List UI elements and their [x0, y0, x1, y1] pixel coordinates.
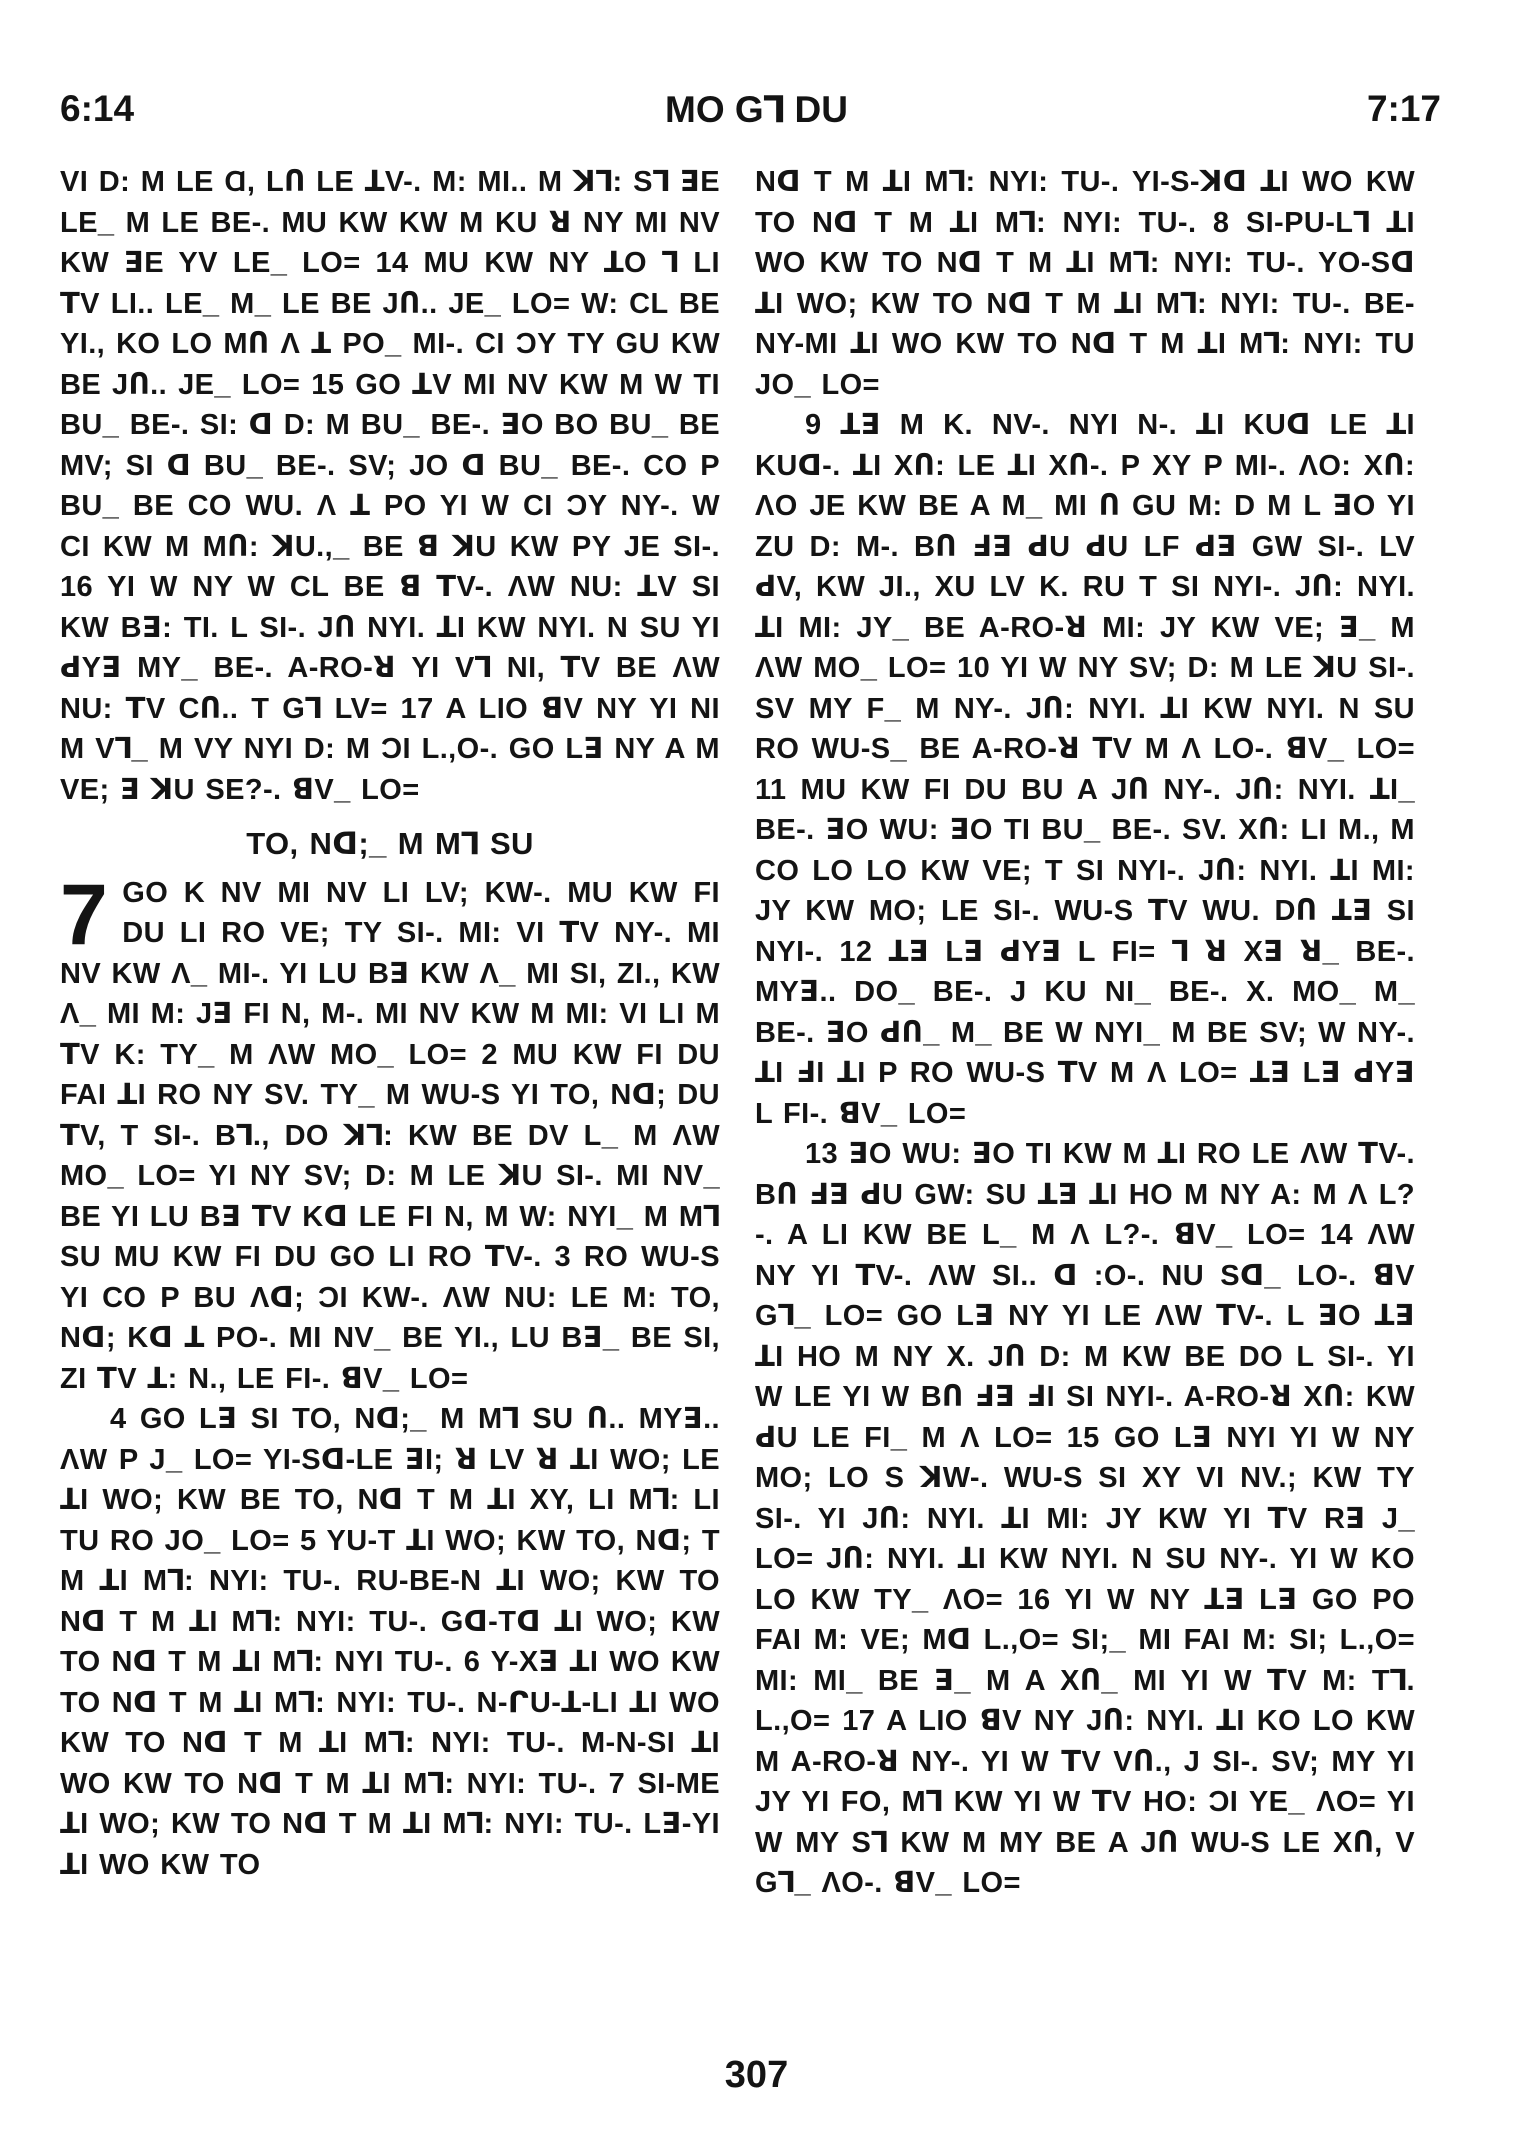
paragraph: VI D: M LE Ɑ, LՈ LE ꓕV-. M: MI.. M ꓘꓶ: Sꓶ ꓱE LE_ M LE BE-. MU KW KW M KU ꓤ NY MI NV KW ꓱE YV LE_ LO= 14 MU KW NY ꓕO ꓶ LI ꓔV LI.. LE_ M_ LE BE JՈ.. JE_ LO= W: CL BE YI., KO LO MՈ Λ ꓕ PO_ MI-. CI ƆY TY GU KW BE JՈ.. JE_ LO= 15 GO ꓕV MI NV KW M W TI BU_ BE-. SI: ꓷ D: M BU_ BE-. ꓱO BO BU_ BE MV; SI ꓷ BU_ BE-. SV; JO ꓷ BU_ BE-. CO P BU_ BE CO WU. Λ ꓕ PO YI W CI ƆY NY-. W CI KW M MՈ: ꓘU.,_ BE ꓭ ꓘU KW PY JE SI-. 16 YI W NY W CL BE ꓭ ꓔV-. ΛW NU: ꓕV SI KW Bꓱ: TI. L SI-. JՈ NYI. ꓕI KW NYI. N SU YI ꓒYꓱ MY_ BE-. A-RO-ꓤ YI Vꓶ NI, ꓔV BE ΛW NU: ꓔV CՈ.. T Gꓶ LV= 17 A LIO ꓭV NY YI NI M Vꓶ_ M VY NYI D: M ƆI L.,O-. GO Lꓱ NY A M VE; ꓱ ꓘU SE?-. ꓭV_ LO= — [60, 166, 720, 806]
paragraph: Nꓷ T M ꓕI Mꓶ: NYI: TU-. YI-S-ꓘꓷ ꓕI WO KW TO Nꓷ T M ꓕI Mꓶ: NYI: TU-. 8 SI-PU-Lꓶ ꓕI WO KW TO Nꓷ T M ꓕI Mꓶ: NYI: TU-. YO-Sꓷ ꓕI WO; KW TO Nꓷ T M ꓕI Mꓶ: NYI: TU-. BE-NY-MI ꓕI WO KW TO Nꓷ T M ꓕI Mꓶ: NYI: TU JO_ LO= — [755, 166, 1415, 401]
left-column — [60, 162, 720, 1885]
section-heading: TO, Nꓷ;_ M Mꓶ SU — [246, 826, 534, 861]
book-title: MO Gꓶ DU — [665, 89, 848, 130]
page-number: 307 — [724, 2054, 789, 2096]
paragraph: 13 ꓱO WU: ꓱO TI KW M ꓕI RO LE ΛW ꓔV-. BՈ ꓞꓱ ꓒU GW: SU ꓕꓱ ꓕI HO M NY A: M Λ L?-. A LI KW BE L_ M Λ L?-. ꓭV_ LO= 14 ΛW NY YI ꓔV-. ΛW SI.. ꓷ :O-. NU Sꓷ_ LO-. ꓭV Gꓶ_ LO= GO Lꓱ NY YI LE ΛW ꓔV-. L ꓱO ꓕꓱ ꓕI HO M NY X. JՈ D: M KW BE DO L SI-. YI W LE YI W BՈ ꓞꓱ ꓞI SI NYI-. A-RO-ꓤ XՈ: KW ꓒU LE FI_ M Λ LO= 15 GO Lꓱ NYI YI W NY MO; LO S ꓘW-. WU-S SI XY VI NV.; KW TY SI-. YI JՈ: NYI. ꓕI MI: JY KW YI ꓔV Rꓱ J_ LO= JՈ: NYI. ꓕI KW NYI. N SU NY-. YI W KO LO KW TY_ ΛO= 16 YI W NY ꓕꓱ Lꓱ GO PO FAI M: VE; Mꓷ L.,O= SI;_ MI FAI M: SI; L.,O= MI: MI_ BE ꓱ_ M A XՈ_ MI YI W ꓔV M: Tꓶ. L.,O= 17 A LIO ꓭV NY JՈ: NYI. ꓕI KO LO KW M A-RO-ꓤ NY-. YI W ꓔV VՈ., J SI-. SV; MY YI JY YI FO, Mꓶ KW YI W ꓔV HO: ƆI YE_ ΛO= YI W MY Sꓶ KW M MY BE A JՈ WU-S LE XՈ, V Gꓶ_ ΛO-. ꓭV_ LO= — [755, 1138, 1415, 1899]
paragraph-text: GO K NV MI NV LI LV; KW-. MU KW FI DU LI RO VE; TY SI-. MI: VI ꓔV NY-. MI NV KW Λ_ MI-. YI LU Bꓱ KW Λ_ MI SI, ZI., KW Λ_ MI M: Jꓱ FI N, M-. MI NV KW M MI: VI LI M ꓔV K: TY_ M ΛW MO_ LO= 2 MU KW FI DU FAI ꓕI RO NY SV. TY_ M WU-S YI TO, Nꓷ; DU ꓔV, T SI-. Bꓶ., DO ꓘꓶ: KW BE DV L_ M ΛW MO_ LO= YI NY SV; D: M LE ꓘU SI-. MI NV_ BE YI LU Bꓱ ꓔV Kꓷ LE FI N, M W: NYI_ M Mꓶ SU MU KW FI DU GO LI RO ꓔV-. 3 RO WU-S YI CO P BU Λꓷ; ƆI KW-. ΛW NU: LE M: TO, Nꓷ; Kꓷ ꓕ PO-. MI NV_ BE YI., LU Bꓱ_ BE SI, ZI ꓔV ꓕ: N., LE FI-. ꓭV_ LO= — [60, 876, 720, 1395]
chapter-number: 7 — [60, 866, 109, 963]
right-column — [755, 162, 1415, 1904]
header-left-reference: 6:14 — [60, 88, 135, 129]
chapter-paragraph — [60, 866, 720, 1400]
paragraph: 9 ꓕꓱ M K. NV-. NYI N-. ꓕI KUꓷ LE ꓕI KUꓷ-. ꓕI XՈ: LE ꓕI XՈ-. P XY P MI-. ΛO: XՈ: ΛO JE KW BE A M_ MI Ո GU M: D M L ꓱO YI ZU D: M-. BՈ ꓞꓱ ꓒU ꓒU LF ꓒꓱ GW SI-. LV ꓒV, KW JI., XU LV K. RU T SI NYI-. JՈ: NYI. ꓕI MI: JY_ BE A-RO-ꓤ MI: JY KW VE; ꓱ_ M ΛW MO_ LO= 10 YI W NY SV; D: M LE ꓘU SI-. SV MY F_ M NY-. JՈ: NYI. ꓕI KW NYI. N SU RO WU-S_ BE A-RO-ꓤ ꓔV M Λ LO-. ꓭV_ LO= 11 MU KW FI DU BU A JՈ NY-. JՈ: NYI. ꓕI_ BE-. ꓱO WU: ꓱO TI BU_ BE-. SV. XՈ: LI M., M CO LO LO KW VE; T SI NYI-. JՈ: NYI. ꓕI MI: JY KW MO; LE SI-. WU-S ꓔV WU. DՈ ꓕꓱ SI NYI-. 12 ꓕꓱ Lꓱ ꓒYꓱ L FI= ꓶ ꓤ Xꓱ ꓤ_ BE-. MYꓱ.. DO_ BE-. J KU NI_ BE-. X. MO_ M_ BE-. ꓱO ꓒՈ_ M_ BE W NYI_ M BE SV; W NY-. ꓕI ꓞI ꓕI P RO WU-S ꓔV M Λ LO= ꓕꓱ Lꓱ ꓒYꓱ L FI-. ꓭV_ LO= — [755, 409, 1415, 1130]
page-header — [0, 88, 1513, 138]
header-right-reference: 7:17 — [1366, 88, 1441, 129]
paragraph: 4 GO Lꓱ SI TO, Nꓷ;_ M Mꓶ SU Ո.. MYꓱ.. ΛW P J_ LO= YI-Sꓷ-LE ꓱI; ꓤ LV ꓤ ꓕI WO; LE ꓕI WO; KW BE TO, Nꓷ T M ꓕI XY, LI Mꓶ: LI TU RO JO_ LO= 5 YU-T ꓕI WO; KW TO, Nꓷ; T M ꓕI Mꓶ: NYI: TU-. RU-BE-N ꓕI WO; KW TO Nꓷ T M ꓕI Mꓶ: NYI: TU-. Gꓷ-Tꓷ ꓕI WO; KW TO Nꓷ T M ꓕI Mꓶ: NYI TU-. 6 Y-Xꓱ ꓕI WO KW TO Nꓷ T M ꓕI Mꓶ: NYI: TU-. N-ᒋU-ꓕ-LI ꓕI WO KW TO Nꓷ T M ꓕI Mꓶ: NYI: TU-. M-N-SI ꓕI WO KW TO Nꓷ T M ꓕI Mꓶ: NYI: TU-. 7 SI-ME ꓕI WO; KW TO Nꓷ T M ꓕI Mꓶ: NYI: TU-. Lꓱ-YI ꓕI WO KW TO — [60, 1403, 720, 1881]
